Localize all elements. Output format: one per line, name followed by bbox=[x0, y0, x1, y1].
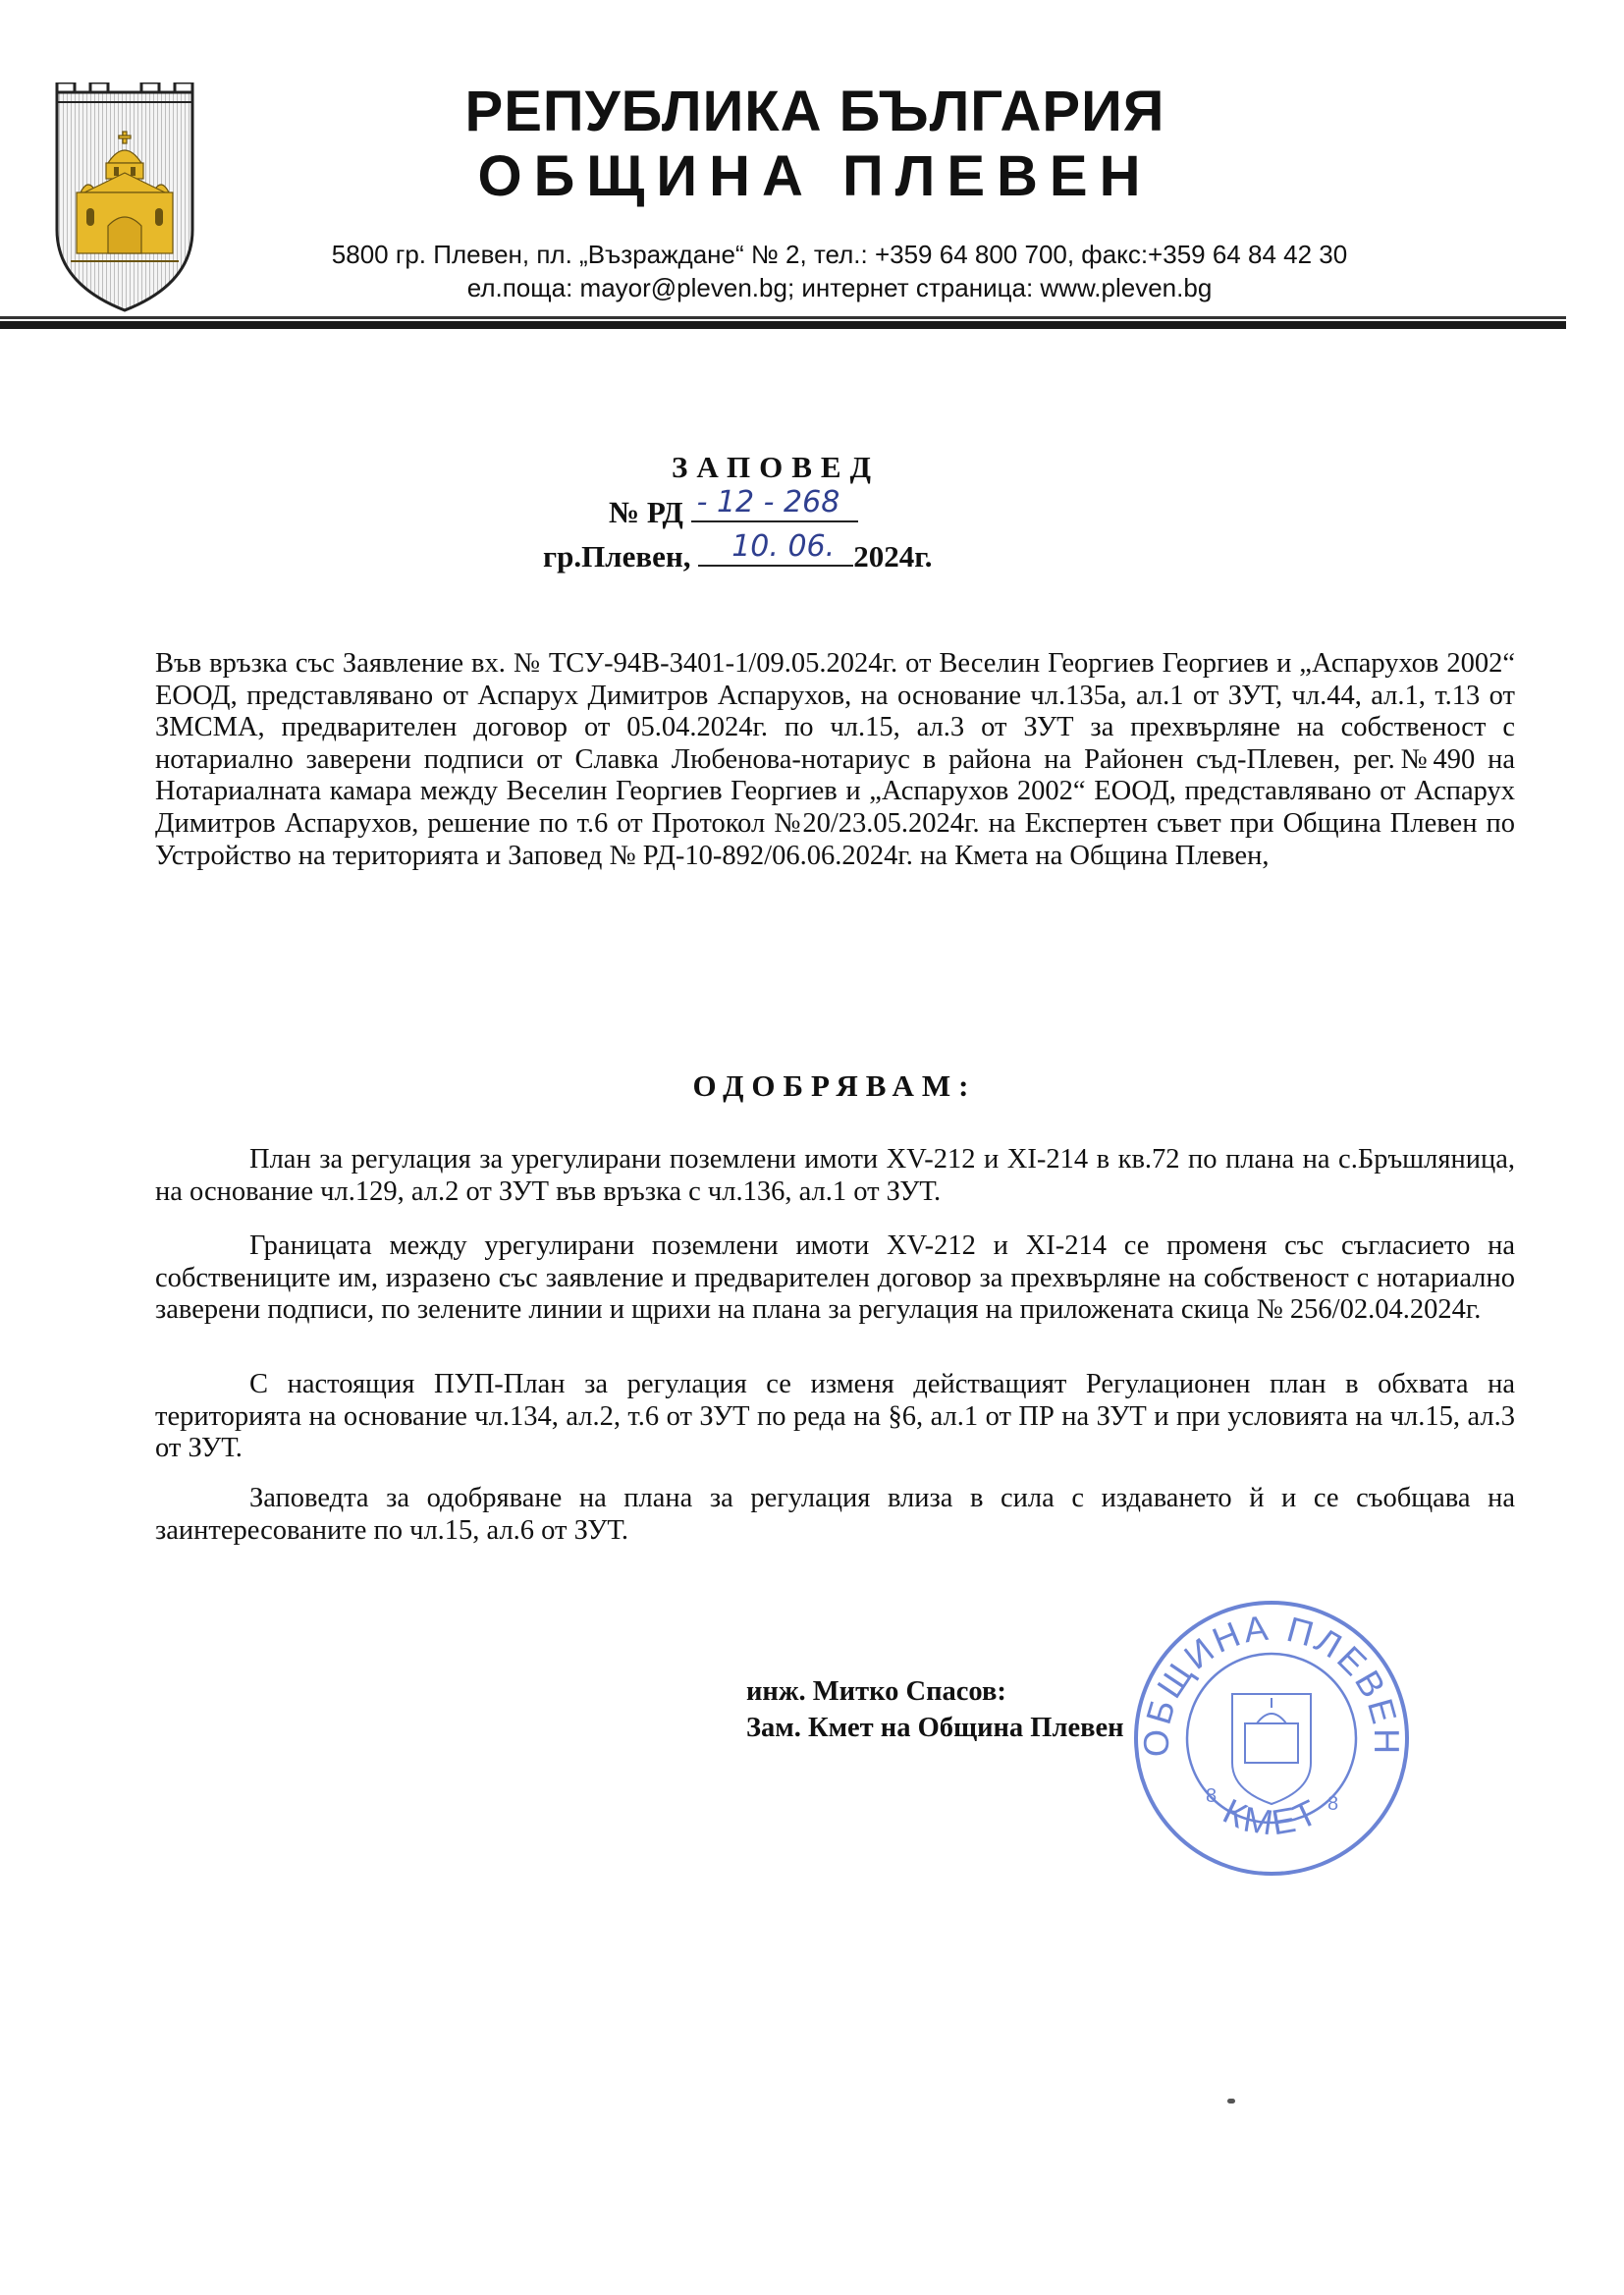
pleven-coat-of-arms-icon bbox=[51, 82, 198, 314]
order-number-blank bbox=[691, 485, 858, 522]
header-title-municipality: ОБЩИНА ПЛЕВЕН bbox=[477, 144, 1153, 208]
stamp-top-text: ОБЩИНА ПЛЕВЕН bbox=[1135, 1607, 1408, 1758]
decision-paragraph-2: Границата между урегулирани поземлени имоти XV-212 и XI-214 се променя със съгласието на собствениците им, изразено със заявление и предварителен договор за прехвърляне на собственост с нотариално заверени подписи, по зелените линии и щрихи на плана за регулация на приложената скица № 256/02.04.2024г. bbox=[155, 1230, 1515, 1326]
decision-paragraph-1: План за регулация за урегулирани поземлени имоти XV-212 и XI-214 в кв.72 по плана на с.Бръшляница, на основание чл.129, ал.2 от ЗУТ във връзка с чл.136, ал.1 от ЗУТ. bbox=[155, 1144, 1515, 1207]
stamp-number-right: 8 bbox=[1327, 1793, 1339, 1815]
stamp-bottom-text: КМЕТ bbox=[1217, 1790, 1326, 1843]
decision-paragraph-4: Заповедта за одобряване на плана за регулация влиза в сила с издаването й и се съобщава на заинтересованите по чл.15, ал.6 от ЗУТ. bbox=[155, 1483, 1515, 1546]
intro-paragraph: Във връзка със Заявление вх. № ТСУ-94В-3401-1/09.05.2024г. от Веселин Георгиев Георгиев и „Аспарухов 2002“ ЕООД, представлявано от Аспарух Димитров Аспарухов, на основание чл.135а, ал.1 от ЗУТ, чл.44, ал.1, т.13 от ЗМСМА, предварителен договор от 05.04.2024г. по чл.15, ал.3 от ЗУТ за прехвърляне на собственост с нотариално заверени подписи от Славка Любенова-нотариус в района на Районен съд-Плевен, рег.№490 на Нотариалната камара между Веселин Георгиев Георгиев и „Аспарухов 2002“ ЕООД, представлявано от Аспарух Димитров Аспарухов, решение по т.6 от Протокол №20/23.05.2024г. на Експертен съвет при Община Плевен по Устройство на територията и Заповед № РД-10-892/06.06.2024г. на Кмета на Община Плевен, bbox=[155, 648, 1515, 871]
order-number bbox=[609, 485, 858, 530]
order-date-blank bbox=[698, 529, 853, 567]
header-contacts: ел.поща: mayor@pleven.bg; интернет страница: www.pleven.bg bbox=[466, 273, 1213, 302]
stamp-crest-icon bbox=[1232, 1694, 1311, 1804]
approve-heading: ОДОБРЯВАМ: bbox=[692, 1068, 977, 1103]
order-city: гр.Плевен, bbox=[543, 539, 691, 574]
header-divider-thin bbox=[0, 316, 1566, 319]
order-place-date bbox=[543, 529, 933, 574]
order-year: 2024г. bbox=[853, 539, 933, 574]
signatory-title: Зам. Кмет на Община Плевен bbox=[746, 1713, 1124, 1743]
scan-speck bbox=[1227, 2099, 1235, 2104]
header-address: 5800 гр. Плевен, пл. „Възраждане“ № 2, тел.: +359 64 800 700, факс:+359 64 84 42 30 bbox=[331, 240, 1348, 269]
header-divider-thick bbox=[0, 321, 1566, 329]
order-number-handwritten: - 12 - 268 bbox=[696, 485, 840, 519]
order-number-prefix: № РД bbox=[609, 495, 683, 529]
signatory-name: инж. Митко Спасов: bbox=[746, 1676, 1006, 1707]
stamp-number-left: 8 bbox=[1206, 1785, 1218, 1807]
official-stamp-icon bbox=[1129, 1596, 1414, 1881]
header-title-republic: РЕПУБЛИКА БЪЛГАРИЯ bbox=[464, 80, 1165, 143]
decision-paragraph-3: С настоящия ПУП-План за регулация се изменя действащият Регулационен план в обхвата на територията на основание чл.134, ал.2, т.6 от ЗУТ по реда на §6, ал.1 от ПР на ЗУТ и при условията на чл.15, ал.3 от ЗУТ. bbox=[155, 1369, 1515, 1464]
order-date-handwritten: 10. 06. bbox=[731, 529, 836, 564]
order-title: ЗАПОВЕД bbox=[672, 450, 880, 484]
